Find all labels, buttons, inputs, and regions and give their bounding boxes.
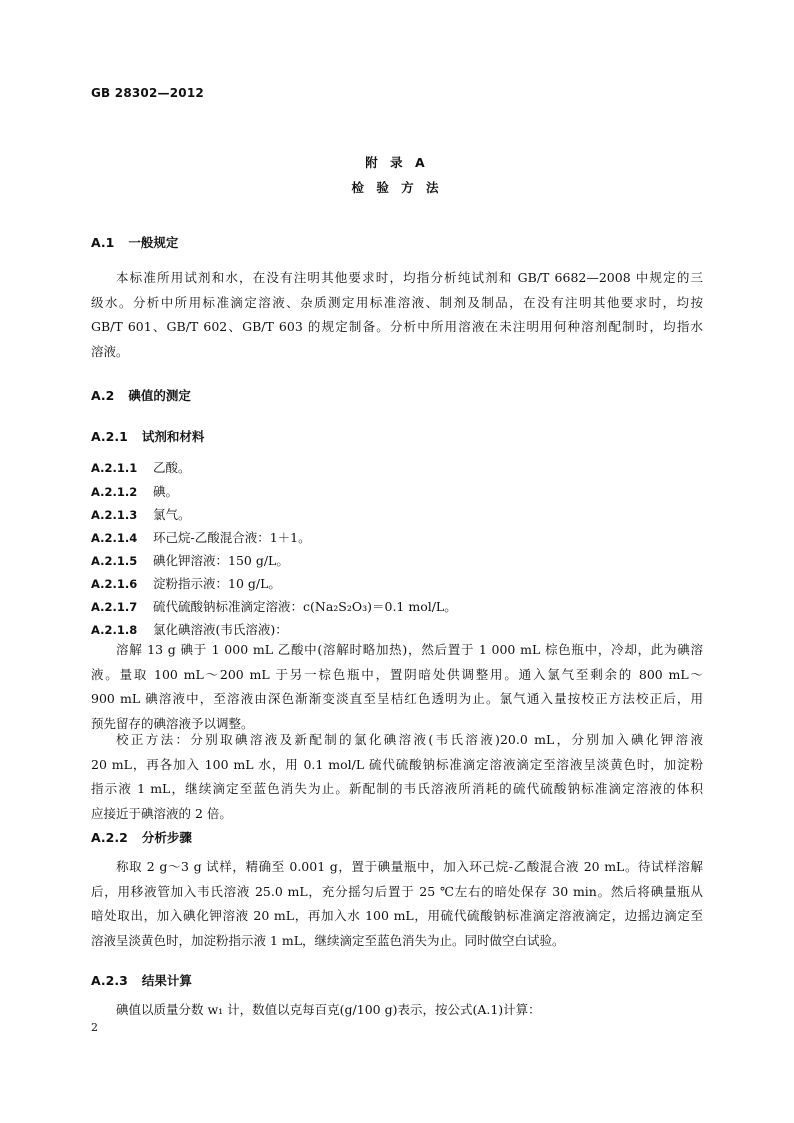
paragraph-a22 bbox=[91, 855, 703, 953]
section-number: A.1 bbox=[91, 235, 115, 250]
paragraph-a1 bbox=[91, 266, 703, 364]
section-heading-a23 bbox=[91, 971, 192, 989]
section-title: 试剂和材料 bbox=[141, 429, 205, 444]
text-line: GB/T 601、GB/T 602、GB/T 603 的规定制备。分析中所用溶液在未注明用何种溶剂配制时，均指水 bbox=[91, 319, 703, 334]
text-line: 暗处取出，加入碘化钾溶液 20 mL，再加入水 100 mL，用硫代硫酸钠标准滴定溶液滴定，边摇边滴定至 bbox=[91, 908, 703, 923]
item-number: A.2.1.8 bbox=[91, 623, 138, 637]
paragraph-a23 bbox=[91, 998, 703, 1023]
list-item bbox=[91, 458, 191, 476]
list-item bbox=[91, 620, 288, 638]
text-line: 碘值以质量分数 w₁ 计，数值以克每百克(g/100 g)表示，按公式(A.1)计算： bbox=[116, 1002, 541, 1017]
item-text: 碘。 bbox=[153, 484, 179, 499]
section-number: A.2.1 bbox=[91, 429, 128, 444]
section-number: A.2.3 bbox=[91, 973, 128, 988]
section-heading-a2 bbox=[91, 386, 191, 404]
section-heading-a21 bbox=[91, 427, 204, 445]
text-line: 校正方法：分别取碘溶液及新配制的氯化碘溶液(韦氏溶液)20.0 mL，分别加入碘化钾溶液 bbox=[116, 732, 703, 747]
page-number: 2 bbox=[91, 1021, 98, 1034]
section-title: 一般规定 bbox=[128, 235, 179, 250]
section-number: A.2 bbox=[91, 388, 115, 403]
item-text: 硫代硫酸钠标准滴定溶液：c(Na₂S₂O₃)＝0.1 mol/L。 bbox=[153, 599, 457, 614]
text-line: 溶液。 bbox=[91, 343, 129, 359]
item-number: A.2.1.5 bbox=[91, 554, 138, 568]
item-number: A.2.1.3 bbox=[91, 508, 138, 522]
appendix-label: 附 录 A bbox=[365, 155, 429, 170]
standard-code: GB 28302—2012 bbox=[91, 86, 204, 100]
item-number: A.2.1.2 bbox=[91, 485, 138, 499]
list-item bbox=[91, 551, 289, 569]
appendix-title: 检 验 方 法 bbox=[351, 180, 443, 195]
paragraph-calibration bbox=[91, 728, 703, 826]
list-item bbox=[91, 528, 311, 546]
item-text: 乙酸。 bbox=[153, 460, 191, 475]
section-title: 碘值的测定 bbox=[128, 388, 191, 403]
text-line: 应接近于碘溶液的 2 倍。 bbox=[91, 805, 232, 821]
item-text: 淀粉指示液：10 g/L。 bbox=[153, 576, 281, 591]
section-heading-a22 bbox=[91, 828, 192, 846]
list-item bbox=[91, 574, 281, 592]
item-text: 氯化碘溶液(韦氏溶液)： bbox=[153, 622, 288, 637]
text-line: 溶液呈淡黄色时，加淀粉指示液 1 mL，继续滴定至蓝色消失为止。同时做空白试验。 bbox=[91, 932, 565, 948]
item-text: 环己烷-乙酸混合液：1＋1。 bbox=[153, 530, 311, 545]
text-line: 20 mL，再各加入 100 mL 水，用 0.1 mol/L 硫代硫酸钠标准滴定溶液滴定至溶液呈淡黄色时，加淀粉 bbox=[91, 756, 703, 772]
text-line: 液。量取 100 mL～200 mL 于另一棕色瓶中，置阴暗处供调整用。通入氯气至剩余的 800 mL～ bbox=[91, 666, 703, 682]
item-text: 氯气。 bbox=[153, 507, 191, 522]
list-item bbox=[91, 597, 457, 615]
text-line: 900 mL 碘溶液中，至溶液由深色渐渐变淡直至呈桔红色透明为止。氯气通入量按校正方法校正后，用 bbox=[91, 691, 703, 706]
item-number: A.2.1.6 bbox=[91, 577, 138, 591]
section-title: 分析步骤 bbox=[141, 830, 192, 845]
item-number: A.2.1.4 bbox=[91, 531, 138, 545]
text-line: 指示液 1 mL，继续滴定至蓝色消失为止。新配制的韦氏溶液所消耗的硫代硫酸钠标准滴定溶液的体积 bbox=[91, 781, 703, 796]
item-number: A.2.1.1 bbox=[91, 461, 138, 475]
text-line: 溶解 13 g 碘于 1 000 mL 乙酸中(溶解时略加热)，然后置于 1 000 mL 棕色瓶中，冷却，此为碘溶 bbox=[116, 642, 703, 657]
text-line: 称取 2 g～3 g 试样，精确至 0.001 g，置于碘量瓶中，加入环己烷-乙酸混合液 20 mL。待试样溶解 bbox=[116, 859, 703, 874]
section-heading-a1 bbox=[91, 233, 178, 251]
item-text: 碘化钾溶液：150 g/L。 bbox=[153, 553, 289, 568]
section-title: 结果计算 bbox=[141, 973, 192, 988]
text-line: 本标准所用试剂和水，在没有注明其他要求时，均指分析纯试剂和 GB/T 6682—2008 中规定的三 bbox=[116, 270, 703, 285]
text-line: 级水。分析中所用标准滴定溶液、杂质测定用标准溶液、制剂及制品，在没有注明其他要求时，均按 bbox=[91, 294, 703, 310]
list-item bbox=[91, 505, 191, 523]
text-line: 预先留存的碘溶液予以调整。 bbox=[91, 715, 254, 731]
paragraph-a218 bbox=[91, 638, 703, 736]
text-line: 后，用移液管加入韦氏溶液 25.0 mL，充分摇匀后置于 25 ℃左右的暗处保存 30 min。然后将碘量瓶从 bbox=[91, 883, 703, 899]
list-item bbox=[91, 482, 178, 500]
item-number: A.2.1.7 bbox=[91, 600, 138, 614]
section-number: A.2.2 bbox=[91, 830, 128, 845]
